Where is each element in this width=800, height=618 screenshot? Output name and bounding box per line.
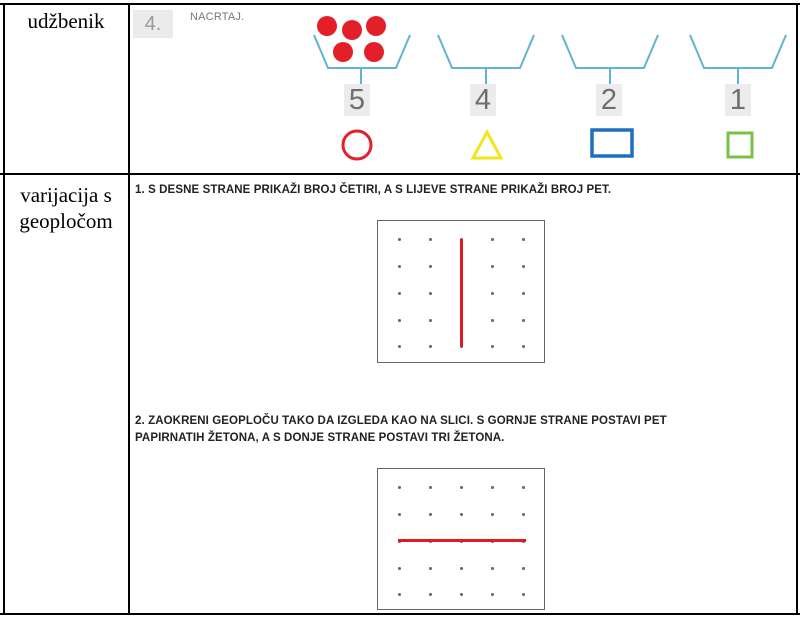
peg — [429, 345, 432, 348]
square-shape — [724, 128, 756, 162]
peg — [491, 292, 494, 295]
geoboard-2 — [377, 468, 545, 610]
counter — [317, 16, 337, 36]
bowl-3 — [560, 30, 660, 72]
peg — [398, 345, 401, 348]
peg — [429, 319, 432, 322]
count-box-1: 5 — [344, 84, 370, 116]
peg — [491, 319, 494, 322]
counter — [366, 16, 386, 36]
peg — [491, 265, 494, 268]
instruction-2-line1: 2. ZAOKRENI GEOPLOČU TAKO DA IZGLEDA KAO NA SLICI. S GORNJE STRANE POSTAVI PET — [135, 415, 667, 427]
count-box-4: 1 — [725, 84, 751, 116]
peg — [491, 486, 494, 489]
peg — [429, 265, 432, 268]
table-column-divider — [128, 3, 130, 614]
row-label-udzbenik: udžbenik — [27, 9, 105, 33]
bowl-stem-2 — [485, 68, 487, 84]
peg — [429, 486, 432, 489]
circle-shape — [338, 128, 376, 162]
peg — [429, 567, 432, 570]
peg — [429, 292, 432, 295]
counter — [333, 42, 353, 62]
rubber-band-vertical — [460, 239, 463, 347]
table-border-top — [0, 3, 800, 5]
peg — [460, 567, 463, 570]
peg — [398, 567, 401, 570]
peg — [491, 345, 494, 348]
table-border-left — [3, 3, 5, 614]
counter — [342, 20, 362, 40]
peg — [522, 319, 525, 322]
table-border-bottom — [0, 613, 800, 615]
peg — [460, 513, 463, 516]
peg — [491, 513, 494, 516]
peg — [491, 593, 494, 596]
peg — [398, 238, 401, 241]
peg — [398, 486, 401, 489]
table-border-right — [796, 3, 798, 614]
peg — [522, 292, 525, 295]
peg — [398, 292, 401, 295]
counter — [364, 42, 384, 62]
peg — [429, 593, 432, 596]
task-number: 4. — [133, 10, 173, 38]
peg — [522, 238, 525, 241]
bowl-2 — [436, 30, 536, 72]
peg — [522, 513, 525, 516]
rectangle-shape — [588, 126, 636, 160]
instruction-2-line2: PAPIRNATIH ŽETONA, A S DONJE STRANE POSTAVI TRI ŽETONA. — [135, 432, 505, 444]
peg — [429, 513, 432, 516]
peg — [522, 345, 525, 348]
peg — [460, 593, 463, 596]
bowl-4 — [688, 30, 788, 72]
peg — [491, 238, 494, 241]
count-box-3: 2 — [596, 84, 622, 116]
peg — [398, 513, 401, 516]
bowl-stem-3 — [609, 68, 611, 84]
bowl-stem-4 — [737, 68, 739, 84]
triangle-shape — [470, 128, 504, 162]
peg — [429, 238, 432, 241]
row-label-variation-line1: varijacija s — [20, 183, 112, 207]
peg — [491, 567, 494, 570]
peg — [522, 265, 525, 268]
rubber-band-horizontal — [398, 539, 526, 542]
table-border-middle — [0, 173, 800, 175]
instruction-1: 1. S DESNE STRANE PRIKAŽI BROJ ČETIRI, A S LIJEVE STRANE PRIKAŽI BROJ PET. — [135, 184, 612, 196]
peg — [398, 319, 401, 322]
peg — [522, 567, 525, 570]
peg — [398, 593, 401, 596]
count-box-2: 4 — [470, 84, 496, 116]
geoboard-1 — [377, 220, 545, 363]
peg — [460, 486, 463, 489]
task-title: NACRTAJ. — [190, 11, 245, 23]
peg — [522, 593, 525, 596]
peg — [522, 486, 525, 489]
bowl-stem-1 — [360, 68, 362, 84]
peg — [398, 265, 401, 268]
row-label-variation-line2: geopločom — [19, 209, 113, 233]
counters-group — [312, 12, 412, 72]
